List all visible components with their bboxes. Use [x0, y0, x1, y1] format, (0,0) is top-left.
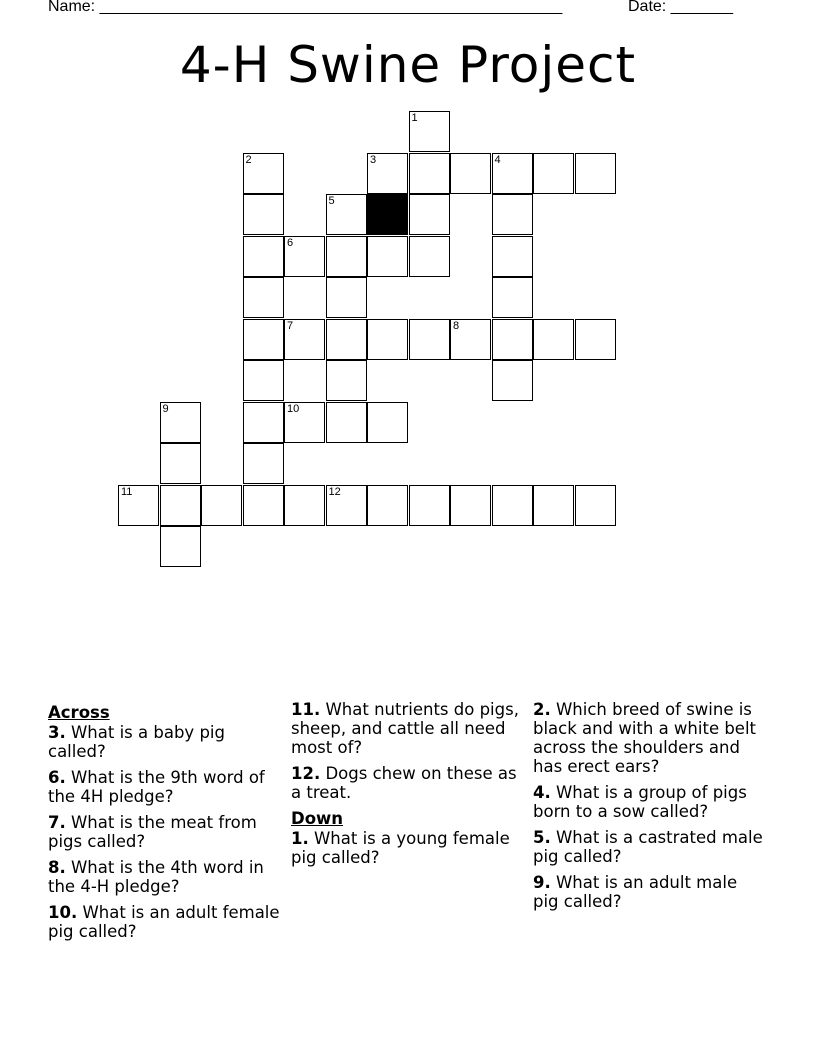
clue-number: 9.	[533, 873, 551, 892]
grid-cell[interactable]	[243, 153, 284, 194]
grid-cell[interactable]	[533, 485, 574, 526]
grid-cell[interactable]	[284, 236, 325, 277]
clue-text: Dogs chew on these as a treat.	[291, 764, 517, 802]
clue-text: What nutrients do pigs, sheep, and cattle all need most of?	[291, 700, 519, 757]
down-heading: Down	[291, 809, 344, 828]
grid-cell[interactable]	[160, 402, 201, 443]
clue-number: 5.	[533, 828, 551, 847]
grid-cell[interactable]	[326, 402, 367, 443]
grid-cell[interactable]	[243, 277, 284, 318]
grid-cell[interactable]	[243, 236, 284, 277]
clue-text: What is an adult male pig called?	[533, 873, 738, 911]
grid-cell[interactable]	[284, 319, 325, 360]
grid-cell[interactable]	[243, 485, 284, 526]
name-line[interactable]: Name: ____________________________________________________	[48, 0, 563, 15]
clue-number: 7.	[48, 813, 66, 832]
clues-column-1	[48, 700, 280, 948]
cell-number: 4	[494, 153, 501, 166]
cell-number: 6	[287, 236, 294, 249]
grid-cell[interactable]	[492, 236, 533, 277]
grid-cell[interactable]	[160, 443, 201, 484]
clue-number: 11.	[291, 700, 321, 719]
grid-cell[interactable]	[492, 485, 533, 526]
cell-number: 8	[453, 319, 460, 332]
grid-cell[interactable]	[450, 319, 491, 360]
clue-text: What is the 4th word in the 4-H pledge?	[48, 858, 264, 896]
clue-text: What is the meat from pigs called?	[48, 813, 257, 851]
clue-item	[533, 700, 765, 776]
grid-cell[interactable]	[243, 360, 284, 401]
cell-number: 10	[287, 402, 300, 415]
clue-item	[533, 873, 765, 911]
grid-cell[interactable]	[575, 319, 616, 360]
clue-item	[48, 903, 280, 941]
cell-number: 12	[328, 485, 341, 498]
cell-number: 11	[121, 485, 133, 498]
clue-item	[48, 858, 280, 896]
clue-text: What is a group of pigs born to a sow called?	[533, 783, 747, 821]
grid-cell[interactable]	[243, 319, 284, 360]
clue-item	[291, 764, 523, 802]
clue-number: 12.	[291, 764, 321, 783]
clue-number: 3.	[48, 723, 66, 742]
grid-cell[interactable]	[533, 153, 574, 194]
clue-item	[291, 700, 523, 757]
grid-cell[interactable]	[575, 153, 616, 194]
clue-text: Which breed of swine is black and with a white belt across the shoulders and has erect ears?	[533, 700, 757, 776]
grid-cell[interactable]	[201, 485, 242, 526]
clues-column-3	[533, 700, 765, 918]
grid-cell[interactable]	[326, 485, 367, 526]
grid-cell[interactable]	[326, 277, 367, 318]
cell-number: 1	[411, 112, 418, 124]
grid-cell[interactable]	[284, 485, 325, 526]
clue-text: What is an adult female pig called?	[48, 903, 280, 941]
grid-cell[interactable]	[492, 194, 533, 235]
cell-number: 3	[370, 153, 377, 166]
puzzle-title: 4-H Swine Project	[179, 36, 637, 94]
clue-number: 1.	[291, 829, 309, 848]
clue-item	[533, 828, 765, 866]
grid-cell[interactable]	[367, 485, 408, 526]
across-heading: Across	[48, 703, 110, 722]
clues-section	[48, 700, 778, 960]
grid-cell[interactable]	[575, 485, 616, 526]
cell-number: 2	[245, 153, 252, 166]
grid-cell[interactable]	[409, 111, 450, 152]
clue-item	[48, 723, 280, 761]
grid-cell[interactable]	[243, 402, 284, 443]
grid-cell[interactable]	[492, 360, 533, 401]
clue-number: 4.	[533, 783, 551, 802]
clue-number: 2.	[533, 700, 551, 719]
grid-cell[interactable]	[284, 402, 325, 443]
grid-cell[interactable]	[118, 485, 159, 526]
grid-cell[interactable]	[409, 153, 450, 194]
clue-text: What is a castrated male pig called?	[533, 828, 763, 866]
grid-cell[interactable]	[409, 485, 450, 526]
grid-cell[interactable]	[243, 443, 284, 484]
clues-column-2	[291, 700, 523, 874]
clue-number: 10.	[48, 903, 78, 922]
grid-cell[interactable]	[160, 526, 201, 567]
cell-number: 5	[328, 195, 335, 207]
grid-cell[interactable]	[367, 153, 408, 194]
grid-cell[interactable]	[409, 236, 450, 277]
grid-cell[interactable]	[409, 194, 450, 235]
grid-cell[interactable]	[326, 360, 367, 401]
grid-cell[interactable]	[367, 402, 408, 443]
clue-text: What is a young female pig called?	[291, 829, 510, 867]
grid-cell[interactable]	[450, 153, 491, 194]
clue-number: 8.	[48, 858, 66, 877]
clue-item	[291, 829, 523, 867]
clue-item	[533, 783, 765, 821]
black-square	[367, 194, 408, 235]
grid-cell[interactable]	[326, 319, 367, 360]
cell-number: 7	[287, 319, 294, 332]
grid-cell[interactable]	[492, 319, 533, 360]
date-line[interactable]: Date: _______	[628, 0, 733, 15]
grid-cell[interactable]	[160, 485, 201, 526]
clue-number: 6.	[48, 768, 66, 787]
clue-text: What is the 9th word of the 4H pledge?	[48, 768, 265, 806]
grid-cell[interactable]	[326, 236, 367, 277]
cell-number: 9	[162, 402, 169, 415]
grid-cell[interactable]	[367, 319, 408, 360]
grid-cell[interactable]	[409, 319, 450, 360]
grid-cell[interactable]	[450, 485, 491, 526]
clue-item	[48, 813, 280, 851]
clue-item	[48, 768, 280, 806]
grid-cell[interactable]	[367, 236, 408, 277]
grid-cell[interactable]	[243, 194, 284, 235]
clue-text: What is a baby pig called?	[48, 723, 225, 761]
grid-cell[interactable]	[533, 319, 574, 360]
grid-cell[interactable]	[492, 153, 533, 194]
grid-cell[interactable]	[492, 277, 533, 318]
grid-cell[interactable]	[326, 194, 367, 235]
